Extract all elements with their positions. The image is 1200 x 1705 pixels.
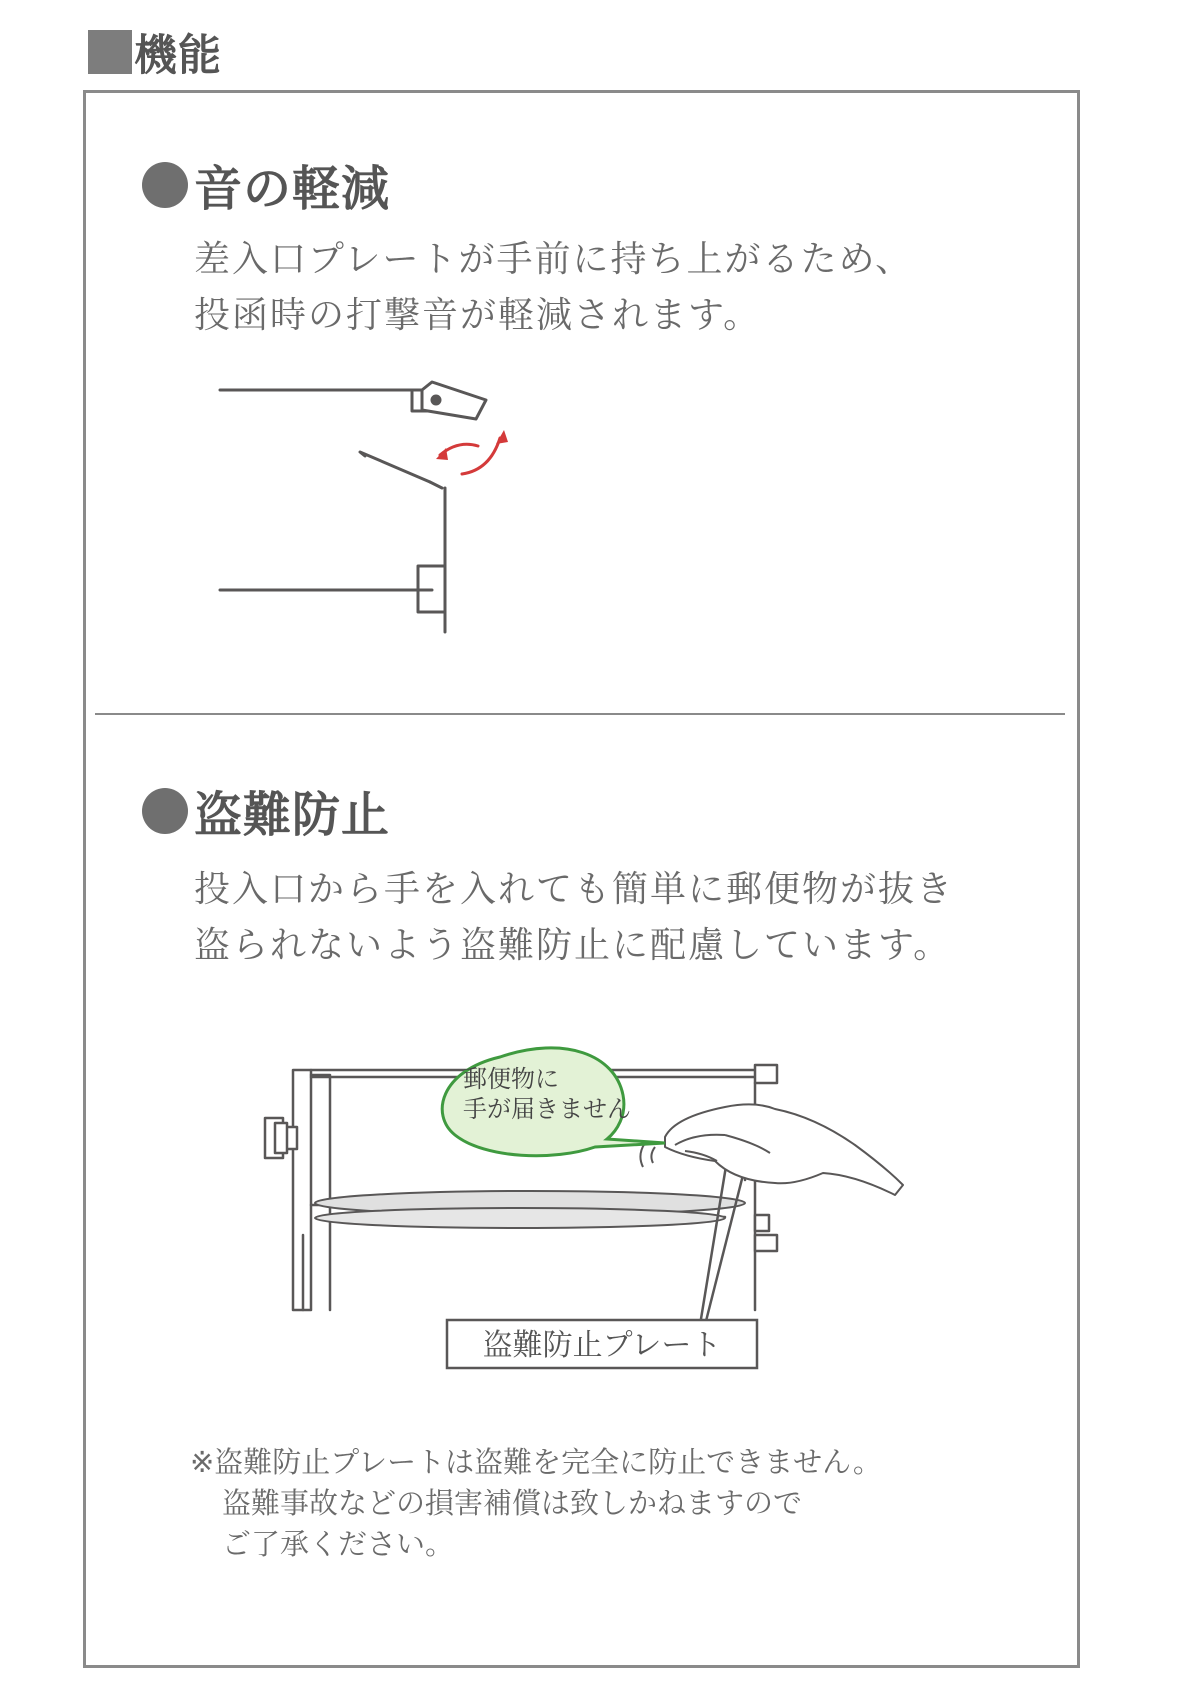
section-theft-title (142, 776, 390, 845)
arrow-head-right (496, 430, 508, 444)
arrow-head-left (436, 448, 448, 460)
disclaimer-note (190, 1442, 882, 1565)
note-line: ※盗難防止プレートは盗難を完全に防止できません。 (190, 1445, 882, 1479)
swing-arrow-icon (440, 438, 500, 474)
section-title: 音の軽減 (194, 161, 391, 217)
section-theft-description (194, 862, 954, 974)
mail-item (315, 1208, 725, 1228)
door-inner (311, 1075, 330, 1310)
bubble-line-2: 手が届きません (463, 1095, 631, 1123)
header-square-icon (88, 30, 132, 74)
note-line: 盗難事故などの損害補償は致しかねますので (222, 1486, 803, 1520)
insert-plate (360, 452, 430, 482)
bullet-dot-icon (142, 788, 188, 834)
section-header (88, 28, 222, 81)
description-line: 投入口から手を入れても簡単に郵便物が抜き (194, 869, 955, 910)
note-line: ご了承ください。 (222, 1527, 455, 1561)
section-noise-description (194, 232, 913, 344)
anti-theft-diagram (255, 1035, 915, 1375)
section-title: 盗難防止 (194, 787, 391, 843)
bullet-dot-icon (142, 162, 188, 208)
page-title: 機能 (134, 30, 222, 81)
description-line: 盗られないよう盗難防止に配慮しています。 (194, 925, 952, 966)
section-divider (95, 713, 1065, 715)
bubble-line-1: 郵便物に (463, 1065, 559, 1093)
hinge-pivot (432, 396, 440, 404)
hand-icon (665, 1104, 903, 1195)
description-line: 投函時の打撃音が軽減されます。 (194, 295, 762, 336)
description-line: 差入口プレートが手前に持ち上がるため、 (194, 239, 914, 280)
section-noise-title (142, 150, 390, 219)
top-right-clip (755, 1065, 777, 1083)
bottom-clip (418, 566, 445, 612)
plate-label: 盗難防止プレート (482, 1328, 722, 1363)
noise-reduction-diagram (200, 370, 540, 640)
